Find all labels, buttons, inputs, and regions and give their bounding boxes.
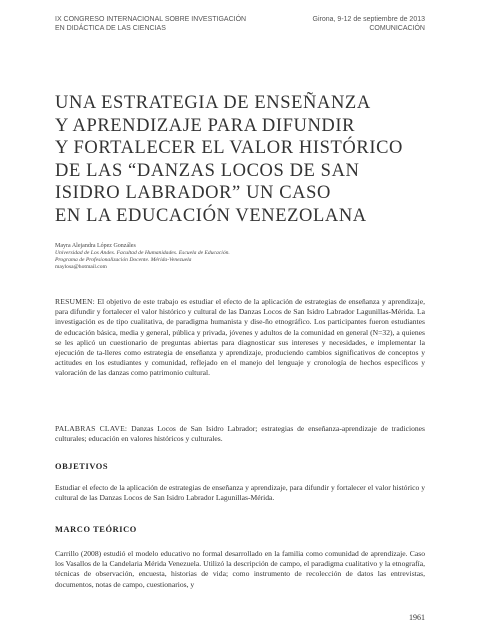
title-line: Y FORTALECER EL VALOR HISTÓRICO [55,138,403,158]
page-header [55,15,425,39]
author-email[interactable]: maylosa@hotmail.com [55,264,107,270]
conference-name: IX CONGRESO INTERNACIONAL SOBRE INVESTIGACIÓN EN DIDÁCTICA DE LAS CIENCIAS [55,16,247,32]
keywords-text: Danzas Locos de San Isidro Labrador; estrategias de enseñanza-aprendizaje de tradiciones culturales; educación en valores históricos y culturales. [55,424,425,444]
objetivos-text: Estudiar el efecto de la aplicación de estrategias de enseñanza y aprendizaje, para difundir y fortalecer el valor histórico y cultural de las Danzas Locos de San Isidro Labrador Lagunillas-Mérida. [55,483,425,503]
title-line: UNA ESTRATEGIA DE ENSEÑANZA [55,93,371,113]
author-name: Mayra Alejandra López Gonzáles [55,243,136,249]
title-line: Y APRENDIZAJE PARA DIFUNDIR [55,115,356,136]
author-block [55,243,230,271]
section-heading-marco: MARCO TEÓRICO [55,525,137,534]
title-line: ISIDRO LABRADOR” UN CASO [55,183,331,203]
paper-title [55,92,435,227]
title-line: EN LA EDUCACIÓN VENEZOLANA [55,205,367,226]
author-affiliation: Programa de Profesionalización Docente. Mérida-Venezuela [55,257,192,263]
keywords [55,424,425,444]
title-line: DE LAS “DANZAS LOCOS DE SAN [55,160,360,181]
abstract [55,297,425,379]
abstract-label: RESUMEN: [55,297,95,306]
marco-text: Carrillo (2008) estudió el modelo educativo no formal desarrollado en la familia como comunidad de aprendizaje. Caso los Vasallos de la Candelaria Mérida Venezuela. Utilizó la descripción de campo, el paradigma cualitativo y la etnografía, técnicas de observación, encuesta, historias de vida; como instrumento de recolección de datos las entrevistas, documentos, notas de campo, cuestionarios, y [55,549,425,589]
section-heading-objetivos: OBJETIVOS [55,462,109,471]
keywords-label: PALABRAS CLAVE: [55,424,128,433]
conference-date: Girona, 9-12 de septiembre de 2013 COMUNICACIÓN [312,16,425,32]
abstract-text: El objetivo de este trabajo es estudiar el efecto de la aplicación de estrategias de enseñanza y aprendizaje, para difundir y fortalecer el valor histórico y cultural de las Danzas Locos de San Isidro Labrador Lagunillas-Mérida. La investigación es de tipo cualitativa, de paradigma humanista y dise-ño etnográfico. Los participantes fueron estudiantes de educación básica, media y general, pública y privada, jóvenes y adultos de la comunidad en general (N=32), a quienes se les aplicó un cuestionario de preguntas abiertas para diagnosticar sus intereses y necesidades, e implementar la ejecución de ta-lleres como estrategia de enseñanza y aprendizaje, produciendo cambios significativos de conceptos y actitudes en los estudiantes y comunidad, reflejado en el manejo del lenguaje y cronología de hechos específicos y valoración de las danzas como patrimonio cultural. [55,297,425,378]
author-affiliation: Universidad de Los Andes. Facultad de Humanidades. Escuela de Educación. [55,250,230,256]
page-number: 1961 [409,613,425,622]
